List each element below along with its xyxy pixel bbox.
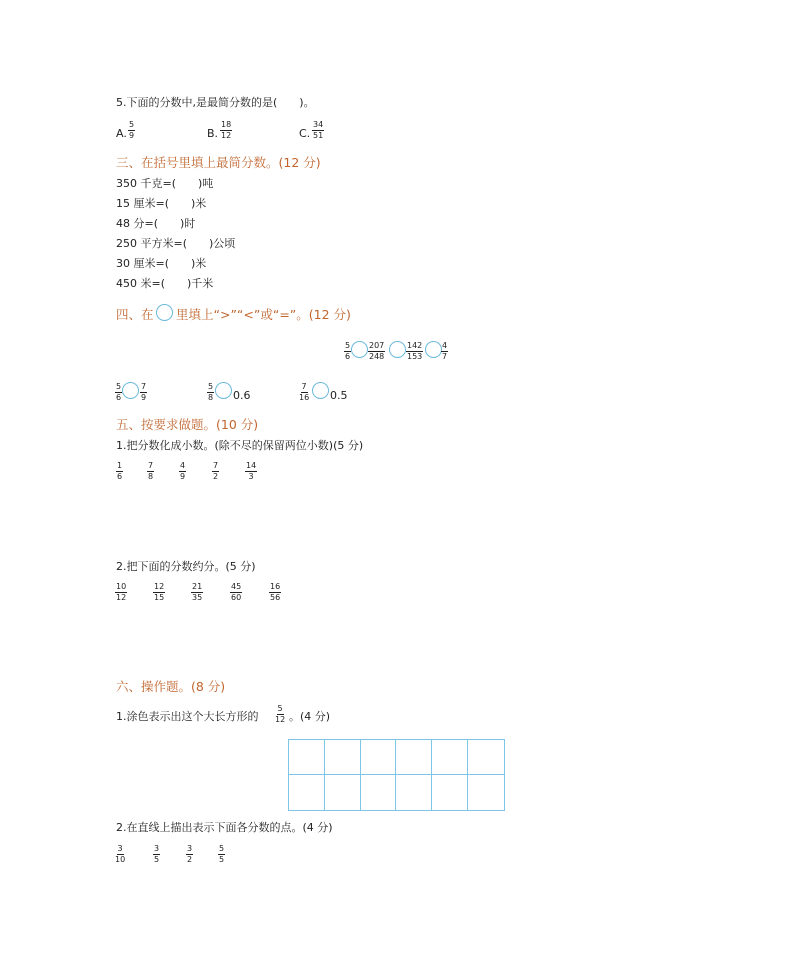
compare-top-fraction-4: $\frac{4}{7}$	[442, 341, 448, 361]
sec5-q2-fraction-4: $\frac{45}{60}$	[231, 582, 242, 602]
compare-top-fraction-2: $\frac{207}{248}$	[369, 341, 385, 361]
compare-a-circle[interactable]	[122, 382, 139, 399]
compare-top-circle-2[interactable]	[389, 341, 406, 358]
compare-top-fraction-1: $\frac{5}{6}$	[345, 341, 351, 361]
compare-c-right-value: 0.5	[330, 389, 348, 402]
sec3-item-4: 250 平方米=( )公顷	[116, 237, 236, 250]
sec6-q2-fraction-4: $\frac{5}{5}$	[219, 844, 225, 864]
compare-c-left-fraction: $\frac{7}{16}$	[299, 382, 310, 402]
grid-cell[interactable]	[361, 740, 397, 775]
sec6-q1-stem-start: 1.涂色表示出这个大长方形的	[116, 710, 259, 723]
grid-cell[interactable]	[396, 775, 432, 810]
compare-top-circle-1[interactable]	[351, 341, 368, 358]
compare-b-circle[interactable]	[215, 382, 232, 399]
sec5-q1-fraction-4: $\frac{7}{2}$	[213, 461, 219, 481]
compare-b-right-value: 0.6	[233, 389, 251, 402]
sec5-q2-fraction-2: $\frac{12}{15}$	[154, 582, 165, 602]
compare-b-left-fraction: $\frac{5}{8}$	[208, 382, 214, 402]
section-6-title: 六、操作题。(8 分)	[116, 679, 226, 694]
compare-a-left-fraction: $\frac{5}{6}$	[116, 382, 122, 402]
sec3-item-3: 48 分=( )时	[116, 217, 196, 230]
grid-cell[interactable]	[432, 775, 468, 810]
sec5-q1-stem: 1.把分数化成小数。(除不尽的保留两位小数)(5 分)	[116, 439, 364, 452]
q5-option-c-label: C.	[299, 127, 311, 140]
sec3-item-1: 350 千克=( )吨	[116, 177, 214, 190]
sec5-q1-fraction-2: $\frac{7}{8}$	[148, 461, 154, 481]
section-4-title-start: 四、在	[116, 307, 154, 322]
compare-top-fraction-3: $\frac{142}{153}$	[407, 341, 423, 361]
q5-option-b-fraction: $\frac{18}{12}$	[221, 120, 232, 140]
grid-cell[interactable]	[468, 740, 504, 775]
sec6-q2-fraction-1: $\frac{3}{10}$	[115, 844, 126, 864]
grid-cell[interactable]	[325, 775, 361, 810]
section-5-title: 五、按要求做题。(10 分)	[116, 417, 259, 432]
compare-circle-icon	[156, 304, 173, 321]
sec5-q2-fraction-3: $\frac{21}{35}$	[192, 582, 203, 602]
grid-cell[interactable]	[396, 740, 432, 775]
grid-cell[interactable]	[432, 740, 468, 775]
q5-option-a-fraction: $\frac{5}{9}$	[129, 120, 135, 140]
sec5-q1-fraction-1: $\frac{1}{6}$	[117, 461, 123, 481]
sec6-q2-fraction-2: $\frac{3}{5}$	[154, 844, 160, 864]
grid-cell[interactable]	[325, 740, 361, 775]
sec6-q1-stem-end: 。(4 分)	[289, 710, 331, 723]
sec3-item-6: 450 米=( )千米	[116, 277, 214, 290]
sec5-q2-fraction-5: $\frac{16}{56}$	[270, 582, 281, 602]
q5-option-a-label: A.	[116, 127, 127, 140]
sec5-q1-fraction-5: $\frac{14}{3}$	[246, 461, 257, 481]
sec5-q2-fraction-1: $\frac{10}{12}$	[116, 582, 127, 602]
q5-option-c-fraction: $\frac{34}{51}$	[313, 120, 324, 140]
sec6-q2-fraction-3: $\frac{3}{2}$	[187, 844, 193, 864]
sec6-q2-stem: 2.在直线上描出表示下面各分数的点。(4 分)	[116, 821, 333, 834]
grid-cell[interactable]	[289, 775, 325, 810]
compare-c-circle[interactable]	[312, 382, 329, 399]
compare-a-right-fraction: $\frac{7}{9}$	[141, 382, 147, 402]
q5-stem: 5.下面的分数中,是最简分数的是( )。	[116, 96, 315, 109]
sec5-q1-fraction-3: $\frac{4}{9}$	[180, 461, 186, 481]
compare-top-circle-3[interactable]	[425, 341, 442, 358]
rectangle-grid[interactable]	[288, 739, 505, 811]
sec5-q2-stem: 2.把下面的分数约分。(5 分)	[116, 560, 256, 573]
grid-cell[interactable]	[468, 775, 504, 810]
sec6-q1-fraction: $\frac{5}{12}$	[275, 704, 286, 724]
grid-cell[interactable]	[361, 775, 397, 810]
sec3-item-2: 15 厘米=( )米	[116, 197, 207, 210]
section-4-title-end: 里填上“>”“<”或“=”。(12 分)	[176, 307, 351, 322]
sec3-item-5: 30 厘米=( )米	[116, 257, 207, 270]
section-3-title: 三、在括号里填上最简分数。(12 分)	[116, 155, 321, 170]
q5-option-b-label: B.	[207, 127, 219, 140]
grid-cell[interactable]	[289, 740, 325, 775]
